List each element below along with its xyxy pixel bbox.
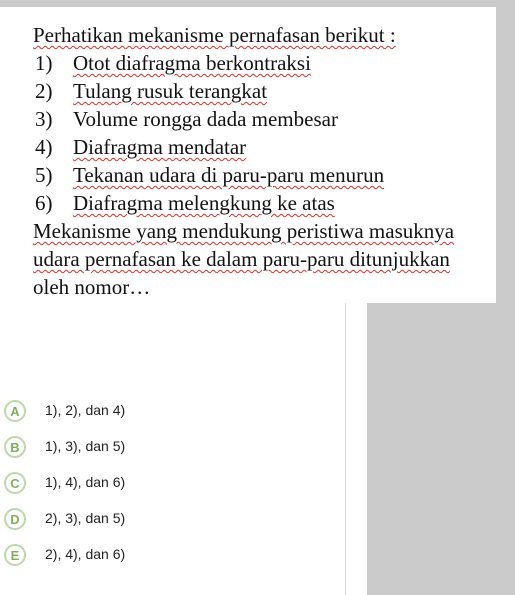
list-text: Diafragma mendatar	[73, 135, 247, 159]
list-text: Volume rongga dada membesar	[73, 107, 338, 131]
option-text: 1), 3), dan 5)	[45, 438, 126, 454]
option-text: 1), 2), dan 4)	[45, 402, 126, 418]
list-item-6	[33, 189, 495, 217]
option-letter-badge: E	[4, 544, 26, 566]
option-letter-badge: D	[4, 508, 26, 530]
option-letter-badge: C	[4, 472, 26, 494]
list-item-5	[33, 161, 495, 189]
list-number: 3)	[35, 107, 53, 131]
list-number: 5)	[35, 163, 53, 187]
question-intro: Perhatikan mekanisme pernafasan berikut :	[33, 23, 396, 47]
list-text: Otot diafragma berkontraksi	[73, 51, 311, 75]
top-background-strip	[0, 0, 367, 7]
list-number: 1)	[35, 51, 53, 75]
option-a[interactable]	[0, 398, 340, 428]
option-text: 2), 3), dan 5)	[45, 510, 126, 526]
list-number: 4)	[35, 135, 53, 159]
list-item-2	[33, 77, 495, 105]
question-stem-line-2: udara pernafasan ke dalam paru-paru ditunjukkan	[33, 247, 450, 271]
option-c[interactable]	[0, 470, 340, 500]
list-item-3	[33, 105, 495, 133]
list-text: Tulang rusuk terangkat	[73, 79, 268, 103]
option-e[interactable]	[0, 542, 340, 572]
list-number: 2)	[35, 79, 53, 103]
list-text: Tekanan udara di paru-paru menurun	[73, 163, 385, 187]
list-text: Diafragma melengkung ke atas	[73, 191, 335, 215]
list-item-4	[33, 133, 495, 161]
option-d[interactable]	[0, 506, 340, 536]
question-stem-line-1: Mekanisme yang mendukung peristiwa masuknya	[33, 219, 455, 243]
list-item-1	[33, 49, 495, 77]
option-text: 1), 4), dan 6)	[45, 474, 126, 490]
question-stem-line-3: oleh nomor…	[33, 275, 151, 299]
list-number: 6)	[35, 191, 53, 215]
option-letter-badge: B	[4, 436, 26, 458]
option-text: 2), 4), dan 6)	[45, 546, 126, 562]
divider-line	[345, 303, 346, 595]
option-letter-badge: A	[4, 400, 26, 422]
option-b[interactable]	[0, 434, 340, 464]
question-text	[33, 21, 495, 301]
